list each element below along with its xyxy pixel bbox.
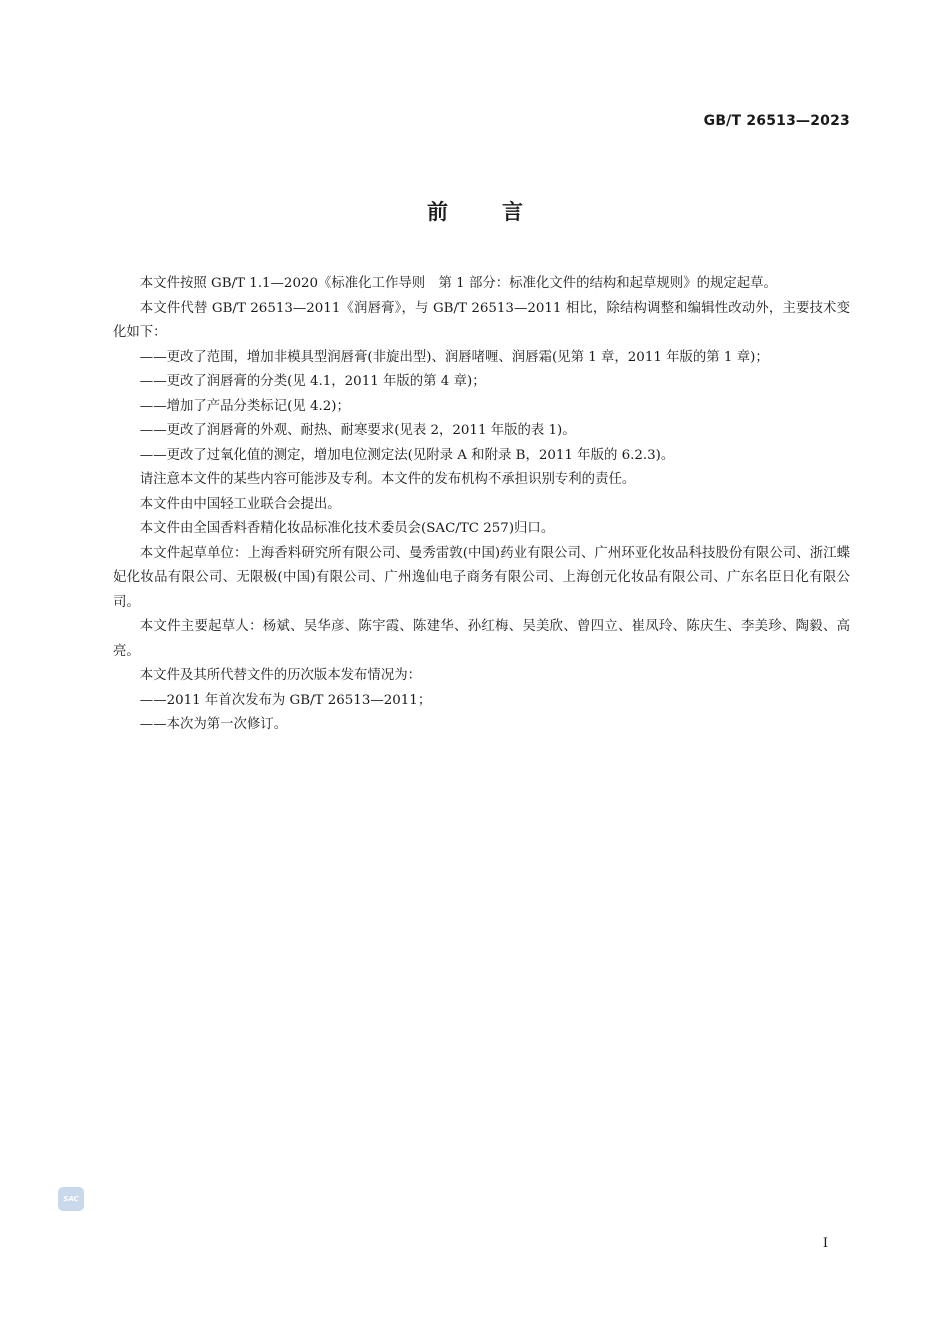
change-item: ——更改了润唇膏的外观、耐热、耐寒要求(见表 2，2011 年版的表 1)。	[139, 423, 576, 438]
change-item: ——增加了产品分类标记(见 4.2)；	[139, 398, 350, 414]
change-item: ——更改了过氧化值的测定，增加电位测定法(见附录 A 和附录 B，2011 年版的 6.2.3)。	[139, 447, 675, 463]
standard-code: GB/T 26513—2023	[703, 113, 850, 129]
paragraph-drafting-units: 本文件起草单位：上海香料研究所有限公司、曼秀雷敦(中国)药业有限公司、广州环亚化妆品科技股份有限公司、浙江蝶妃化妆品有限公司、无限极(中国)有限公司、广州逸仙电子商务有限公司、上海创元化妆品有限公司、广东名臣日化有限公司。	[113, 545, 850, 610]
paragraph-committee: 本文件由全国香料香精化妆品标准化技术委员会(SAC/TC 257)归口。	[139, 521, 555, 536]
change-item: ——更改了润唇膏的分类(见 4.1，2011 年版的第 4 章)；	[139, 374, 486, 389]
history-item: ——本次为第一次修订。	[139, 717, 288, 732]
paragraph-proposer: 本文件由中国轻工业联合会提出。	[139, 496, 341, 512]
paragraph-drafters: 本文件主要起草人：杨斌、吴华彦、陈宇霞、陈建华、孙红梅、吴美欣、曾四立、崔凤玲、陈庆生、李美珍、陶毅、高亮。	[113, 619, 850, 659]
page-title	[0, 196, 950, 226]
preface-body	[113, 272, 850, 738]
paragraph-patent-notice: 请注意本文件的某些内容可能涉及专利。本文件的发布机构不承担识别专利的责任。	[139, 472, 636, 487]
paragraph-replacement: 本文件代替 GB/T 26513—2011《润唇膏》，与 GB/T 26513—2011 相比，除结构调整和编辑性改动外，主要技术变化如下：	[113, 300, 850, 340]
paragraph-history-intro: 本文件及其所代替文件的历次版本发布情况为：	[139, 668, 421, 683]
history-item: ——2011 年首次发布为 GB/T 26513—2011；	[139, 692, 432, 708]
sac-logo-icon: SAC	[58, 1187, 84, 1211]
page-number: I	[822, 1236, 828, 1251]
paragraph-drafting-rules: 本文件按照 GB/T 1.1—2020《标准化工作导则 第 1 部分：标准化文件的结构和起草规则》的规定起草。	[139, 276, 777, 291]
title-char-2: 言	[502, 200, 523, 224]
change-item: ——更改了范围，增加非模具型润唇膏(非旋出型)、润唇啫喱、润唇霜(见第 1 章，2011 年版的第 1 章)；	[139, 349, 769, 365]
title-char-1: 前	[427, 200, 448, 224]
